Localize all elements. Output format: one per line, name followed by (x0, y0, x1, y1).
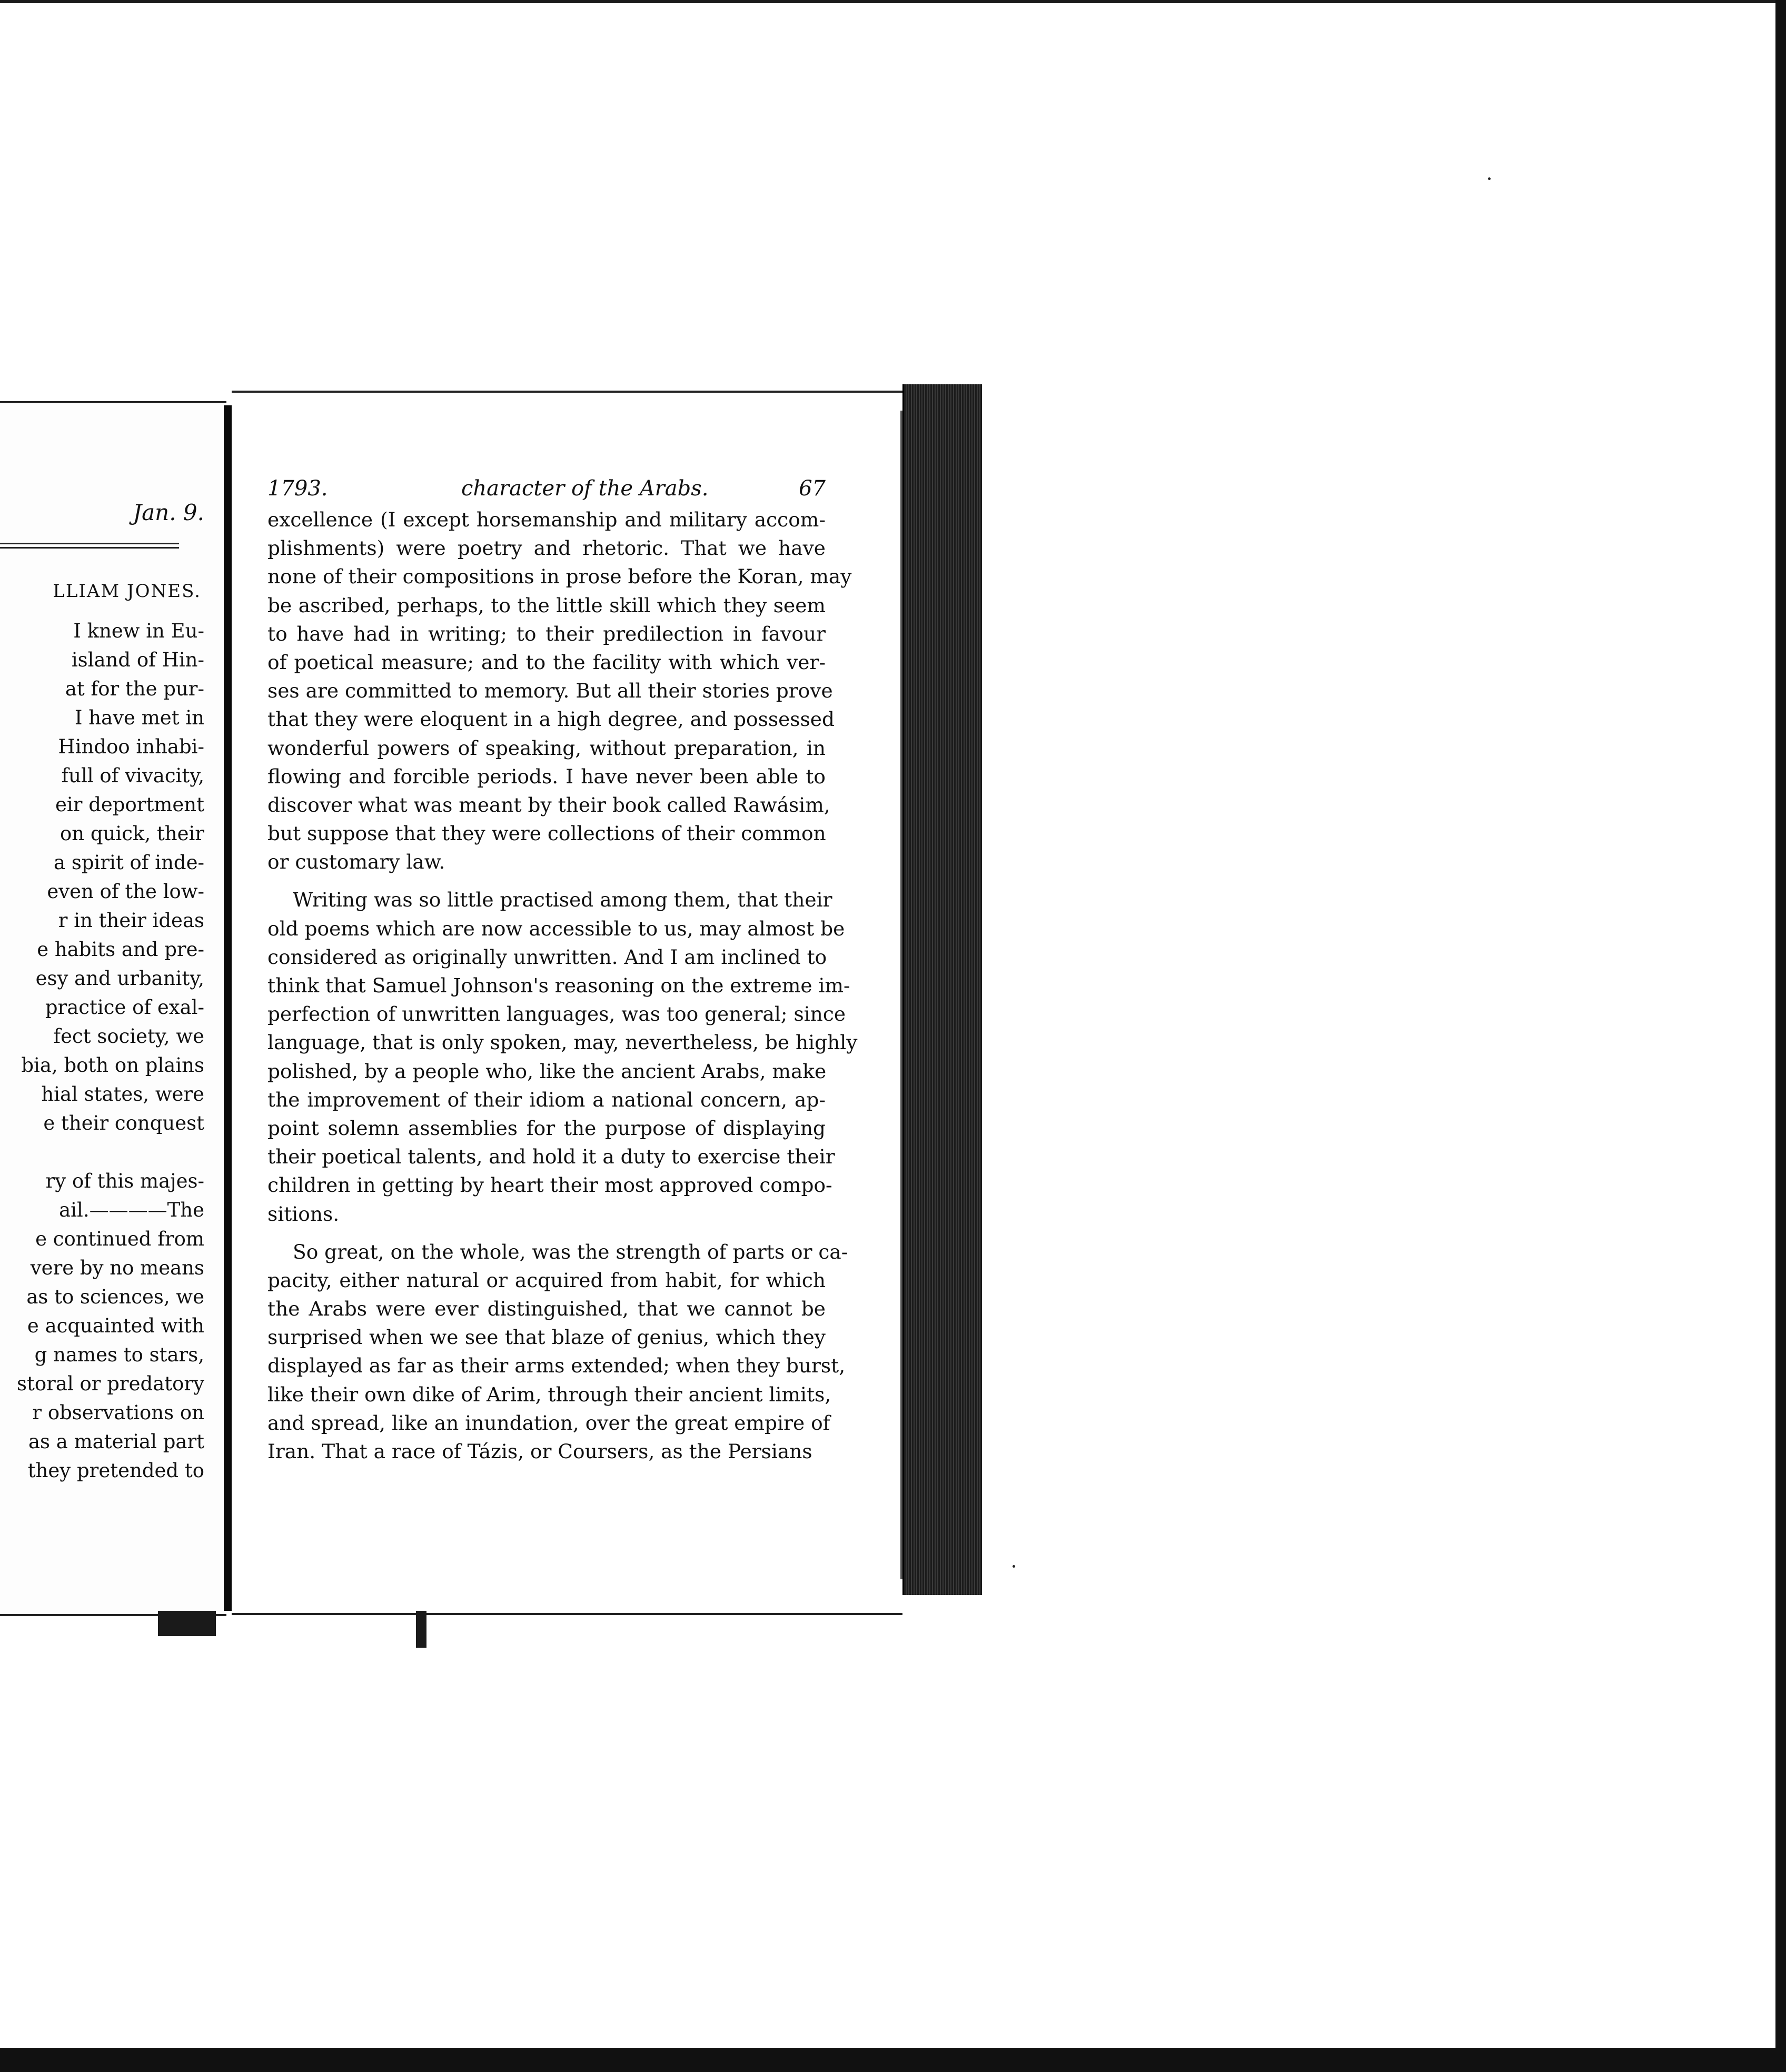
left-page-line: eir deportment (55, 793, 204, 816)
left-page-line: a spirit of inde- (54, 851, 204, 874)
text-line: pacity, either natural or acquired from habit, for which (267, 1268, 826, 1292)
text-line: the Arabs were ever distinguished, that we cannot be (267, 1297, 826, 1321)
left-page-line: storal or predatory (17, 1372, 204, 1395)
text-line: the improvement of their idiom a national concern, ap- (267, 1088, 826, 1111)
left-page-line (0, 1138, 204, 1167)
scan-frame-top (0, 0, 1786, 3)
left-page-line: Hindoo inhabi- (58, 735, 204, 758)
page-block-edge (902, 384, 982, 1595)
left-page-line: e habits and pre- (37, 938, 204, 961)
text-line: to have had in writing; to their predilection in favour (267, 622, 826, 645)
scan-frame-right (1775, 0, 1786, 2072)
left-page-line: bia, both on plains (21, 1054, 204, 1077)
text-line: but suppose that they were collections of their common (267, 822, 826, 845)
text-line: language, that is only spoken, may, nevertheless, be highly (267, 1031, 858, 1054)
left-page-line: as a material part (28, 1430, 204, 1453)
text-line: polished, by a people who, like the ancient Arabs, make (267, 1059, 827, 1083)
left-page-line: ail.————The (59, 1199, 204, 1221)
left-page-line: as to sciences, we (26, 1286, 204, 1308)
text-line: plishments) were poetry and rhetoric. That we have (267, 536, 826, 560)
text-line: and spread, like an inundation, over the great empire of (267, 1411, 830, 1435)
text-line: be ascribed, perhaps, to the little skill which they seem (267, 593, 826, 617)
text-line: of poetical measure; and to the facility with which ver- (267, 650, 826, 674)
text-line: their poetical talents, and hold it a duty to exercise their (267, 1145, 835, 1169)
left-page-line: they pretended to (27, 1459, 204, 1482)
bookmark-tab (416, 1611, 426, 1648)
left-page-line: vere by no means (30, 1257, 204, 1279)
page-body (267, 505, 858, 1466)
paragraph-gap (267, 1228, 826, 1238)
left-page-line: island of Hin- (71, 649, 204, 671)
text-line: or customary law. (267, 850, 445, 874)
text-line: Iran. That a race of Tázis, or Coursers, as the Persians (267, 1440, 812, 1463)
dust-speck (1488, 177, 1491, 180)
text-line: old poems which are now accessible to us, may almost be (267, 917, 845, 940)
left-page-line: r in their ideas (58, 909, 204, 932)
left-page-line: g names to stars, (34, 1343, 204, 1366)
text-line: excellence (I except horsemanship and military accom- (267, 508, 826, 531)
left-page-line: full of vivacity, (61, 764, 204, 787)
left-page-line: practice of exal- (45, 996, 204, 1019)
scan-frame-bottom (0, 2048, 1786, 2072)
paragraph (267, 505, 852, 876)
left-page-line: e continued from (35, 1228, 204, 1250)
paragraph-gap (267, 876, 826, 885)
left-page-text (0, 403, 216, 1614)
left-page-line: on quick, their (60, 822, 204, 845)
text-line: like their own dike of Arim, through their ancient limits, (267, 1382, 831, 1406)
running-header (267, 476, 826, 508)
text-line: wonderful powers of speaking, without preparation, in (267, 736, 826, 760)
paragraph (267, 885, 858, 1228)
text-line: perfection of unwritten languages, was too general; since (267, 1002, 846, 1026)
dust-speck (1013, 1565, 1015, 1568)
left-page (0, 401, 226, 1616)
text-line: point solemn assemblies for the purpose of displaying (267, 1116, 826, 1140)
left-page-line: I have met in (74, 706, 204, 729)
text-line: none of their compositions in prose before the Koran, may (267, 565, 852, 589)
left-page-line: hial states, were (41, 1083, 204, 1105)
text-line: considered as originally unwritten. And I am inclined to (267, 945, 827, 969)
text-line: surprised when we see that blaze of genius, which they (267, 1326, 826, 1349)
header-rule (0, 547, 179, 549)
header-year: 1793. (267, 476, 328, 501)
text-line: sitions. (267, 1202, 340, 1226)
left-page-line: r observations on (32, 1401, 204, 1424)
left-page-line: e acquainted with (27, 1314, 204, 1337)
paragraph (267, 1238, 848, 1466)
text-line: think that Samuel Johnson's reasoning on the extreme im- (267, 974, 850, 997)
header-rule (0, 543, 179, 544)
text-line: ses are committed to memory. But all their stories prove (267, 679, 833, 703)
left-page-title: LLIAM JONES. (53, 581, 201, 602)
text-line: discover what was meant by their book called Rawásim, (267, 793, 830, 816)
text-line: children in getting by heart their most approved compo- (267, 1173, 832, 1197)
book-gutter (224, 405, 232, 1611)
left-page-line: ry of this majes- (45, 1170, 204, 1192)
text-line: So great, on the whole, was the strength of parts or ca- (293, 1240, 848, 1263)
left-page-lines (0, 616, 204, 1485)
left-page-line: fect society, we (53, 1025, 204, 1048)
left-page-line: I knew in Eu- (73, 620, 204, 642)
running-title: character of the Arabs. (461, 476, 709, 501)
text-line: Writing was so little practised among them, that their (293, 888, 832, 912)
text-line: displayed as far as their arms extended; when they burst, (267, 1354, 846, 1378)
text-line: that they were eloquent in a high degree, and possessed (267, 708, 835, 731)
left-page-line: at for the pur- (65, 678, 204, 700)
left-page-header: Jan. 9. (133, 500, 204, 525)
bookmark-tab (158, 1611, 216, 1636)
page-number: 67 (799, 476, 826, 501)
left-page-line: esy and urbanity, (35, 967, 204, 990)
left-page-line: e their conquest (43, 1112, 204, 1134)
left-page-line: even of the low- (47, 880, 204, 903)
text-line: flowing and forcible periods. I have never been able to (267, 764, 826, 788)
